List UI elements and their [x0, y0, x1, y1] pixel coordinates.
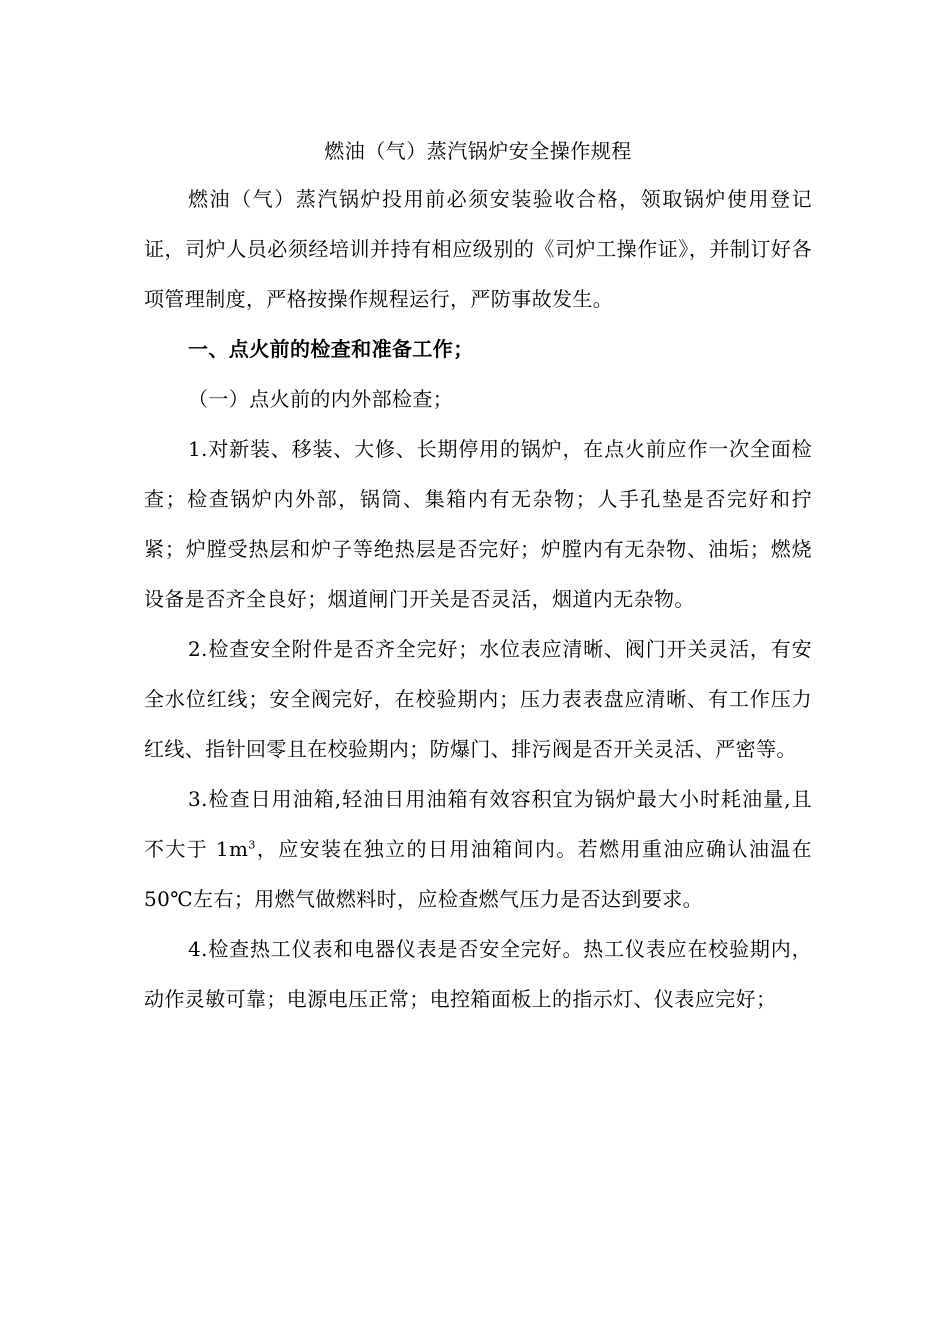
cubic-superscript: 3 — [248, 838, 256, 852]
document-title: 燃油（气）蒸汽锅炉安全操作规程 — [324, 139, 632, 163]
item-3-text-part2: ，应安装在独立的日用油箱间内。若燃用重油应确认油温在 50℃左右；用燃气做燃料时，应检查燃气压力是否达到要求。 — [144, 837, 812, 911]
intro-paragraph: 燃油（气）蒸汽锅炉投用前必须安装验收合格，领取锅炉使用登记证，司炉人员必须经培训并持有相应级别的《司炉工操作证》，并制订好各项管理制度，严格按操作规程运行，严防事故发生。 — [144, 187, 812, 311]
subsection-heading: （一）点火前的内外部检查； — [188, 387, 454, 411]
item-4-paragraph: 4.检查热工仪表和电器仪表是否安全完好。热工仪表应在校验期内，动作灵敏可靠；电源电压正常；电控箱面板上的指示灯、仪表应完好； — [144, 937, 812, 1011]
item-3-text-part1: 3.检查日用油箱,轻油日用油箱有效容积宜为锅炉最大小时耗油量,且不大于 1m — [144, 787, 812, 861]
item-2-paragraph: 2.检查安全附件是否齐全完好；水位表应清晰、阀门开关灵活，有安全水位红线；安全阀完好，在校验期内；压力表表盘应清晰、有工作压力红线、指针回零且在校验期内；防爆门、排污阀是否开关灵活、严密等。 — [144, 637, 812, 761]
document-body — [144, 128, 812, 1024]
item-3-paragraph — [144, 774, 812, 924]
section-heading: 一、点火前的检查和准备工作； — [188, 337, 474, 361]
item-1-paragraph: 1.对新装、移装、大修、长期停用的锅炉，在点火前应作一次全面检查；检查锅炉内外部，锅筒、集箱内有无杂物；人手孔垫是否完好和拧紧；炉膛受热层和炉子等绝热层是否完好；炉膛内有无杂物、油垢；燃烧设备是否齐全良好；烟道闸门开关是否灵活，烟道内无杂物。 — [144, 437, 812, 611]
